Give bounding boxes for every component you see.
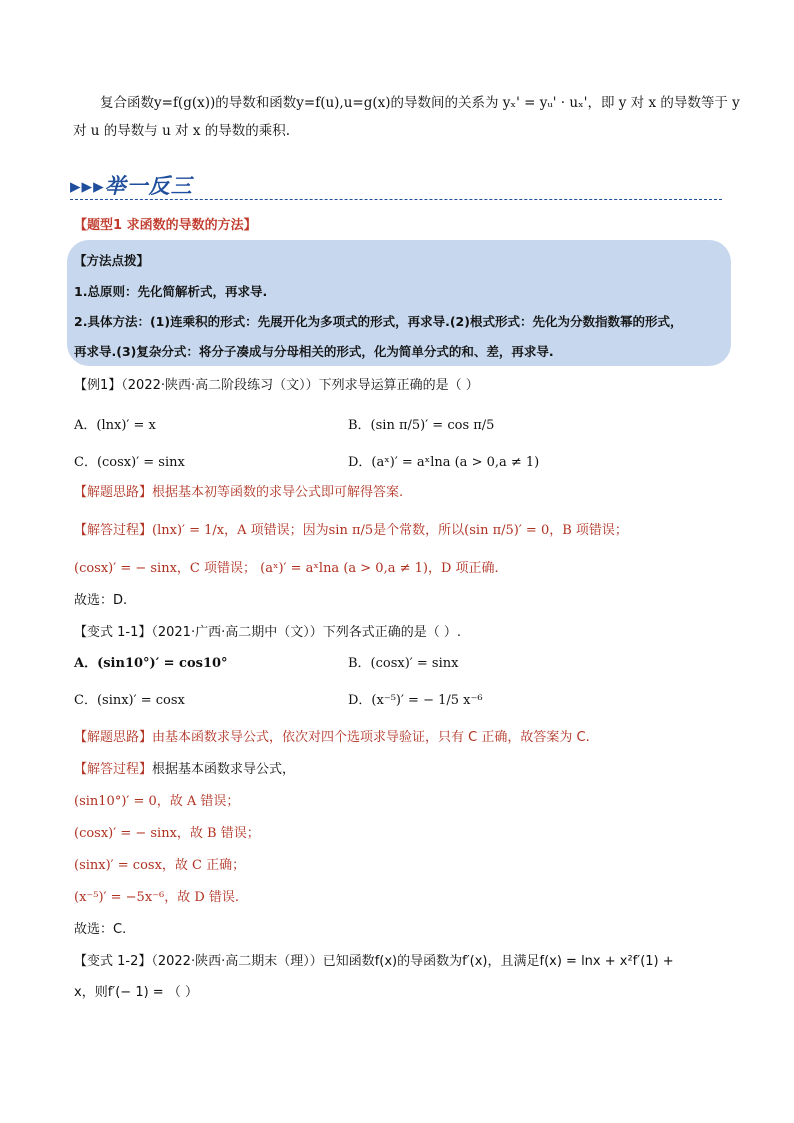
- type-heading: 【题型1 求函数的导数的方法】: [74, 218, 257, 233]
- example-1-process-line-2: (cosx)′ = − sinx，C 项错误； (aˣ)′ = aˣlna (a > 0,a ≠ 1)，D 项正确.: [74, 561, 499, 576]
- example-1-answer: 故选：D.: [74, 593, 128, 608]
- variant-1-1-line-4: (x⁻⁵)′ = −5x⁻⁶，故 D 错误.: [74, 890, 240, 905]
- variant-1-1-process: [74, 758, 295, 777]
- method-title: 【方法点拨】: [74, 253, 150, 268]
- variant-1-2-stem-line-2: x，则f′(− 1) = （ ）: [74, 985, 198, 1000]
- section-divider: [70, 199, 722, 200]
- idea-label: 【解题思路】: [74, 730, 153, 745]
- variant-1-1-answer: 故选：C.: [74, 922, 127, 937]
- idea-text: 由基本函数求导公式，依次对四个选项求导验证，只有 C 正确，故答案为 C.: [152, 730, 590, 745]
- idea-text: 根据基本初等函数的求导公式即可解得答案.: [152, 485, 404, 500]
- process-intro: 根据基本函数求导公式，: [152, 762, 296, 777]
- variant-1-1-option-a: A．(sin10°)′ = cos10°: [74, 656, 228, 671]
- variant-1-1-option-b: B．(cosx)′ = sinx: [348, 656, 459, 671]
- example-1-option-c: C．(cosx)′ = sinx: [74, 455, 185, 470]
- method-point-2-cont: 再求导.(3)复杂分式：将分子凑成与分母相关的形式，化为简单分式的和、差，再求导.: [74, 344, 554, 359]
- example-1-process: [74, 519, 628, 538]
- process-label: 【解答过程】: [74, 523, 153, 538]
- process-line-1: (lnx)′ = 1/x，A 项错误；因为sin π/5是个常数，所以(sin π/5)′ = 0，B 项错误；: [152, 523, 628, 538]
- example-1-option-d: D．(aˣ)′ = aˣlna (a > 0,a ≠ 1): [348, 455, 540, 470]
- intro-paragraph: [73, 89, 740, 145]
- variant-1-1-line-3: (sinx)′ = cosx，故 C 正确；: [74, 858, 246, 873]
- section-banner: [70, 172, 722, 200]
- section-banner-title: ▸▸▸举一反三: [70, 174, 193, 198]
- variant-1-1-line-1: (sin10°)′ = 0，故 A 错误；: [74, 794, 240, 809]
- intro-line-1: 复合函数y=f(g(x))的导数和函数y=f(u),u=g(x)的导数间的关系为 yₓ' = yᵤ' · uₓ'，即 y 对 x 的导数等于 y: [100, 95, 740, 111]
- example-1-stem: 【例1】（2022·陕西·高二阶段练习（文））下列求导运算正确的是（ ）: [74, 378, 479, 393]
- method-tips-box: [67, 240, 731, 366]
- variant-1-1-option-d: D．(x⁻⁵)′ = − 1/5 x⁻⁶: [348, 693, 483, 708]
- process-label: 【解答过程】: [74, 762, 153, 777]
- variant-1-1-idea: [74, 726, 590, 745]
- example-1-option-b: B．(sin π/5)′ = cos π/5: [348, 418, 495, 433]
- method-point-1: 1.总原则：先化简解析式，再求导.: [74, 284, 268, 299]
- intro-line-2: 对 u 的导数与 u 对 x 的导数的乘积.: [73, 123, 291, 139]
- variant-1-1-option-c: C．(sinx)′ = cosx: [74, 693, 185, 708]
- example-1-idea: [74, 481, 403, 500]
- method-point-2: 2.具体方法：(1)连乘积的形式：先展开化为多项式的形式，再求导.(2)根式形式：先化为分数指数幂的形式，: [74, 314, 683, 329]
- example-1-option-a: A．(lnx)′ = x: [74, 418, 156, 433]
- variant-1-2-stem-line-1: 【变式 1-2】（2022·陕西·高二期末（理））已知函数f(x)的导函数为f′(x)，且满足f(x) = lnx + x²f′(1) +: [74, 954, 674, 969]
- variant-1-1-stem: 【变式 1-1】（2021·广西·高二期中（文））下列各式正确的是（ ）.: [74, 625, 461, 640]
- variant-1-1-line-2: (cosx)′ = − sinx，故 B 错误；: [74, 826, 260, 841]
- idea-label: 【解题思路】: [74, 485, 153, 500]
